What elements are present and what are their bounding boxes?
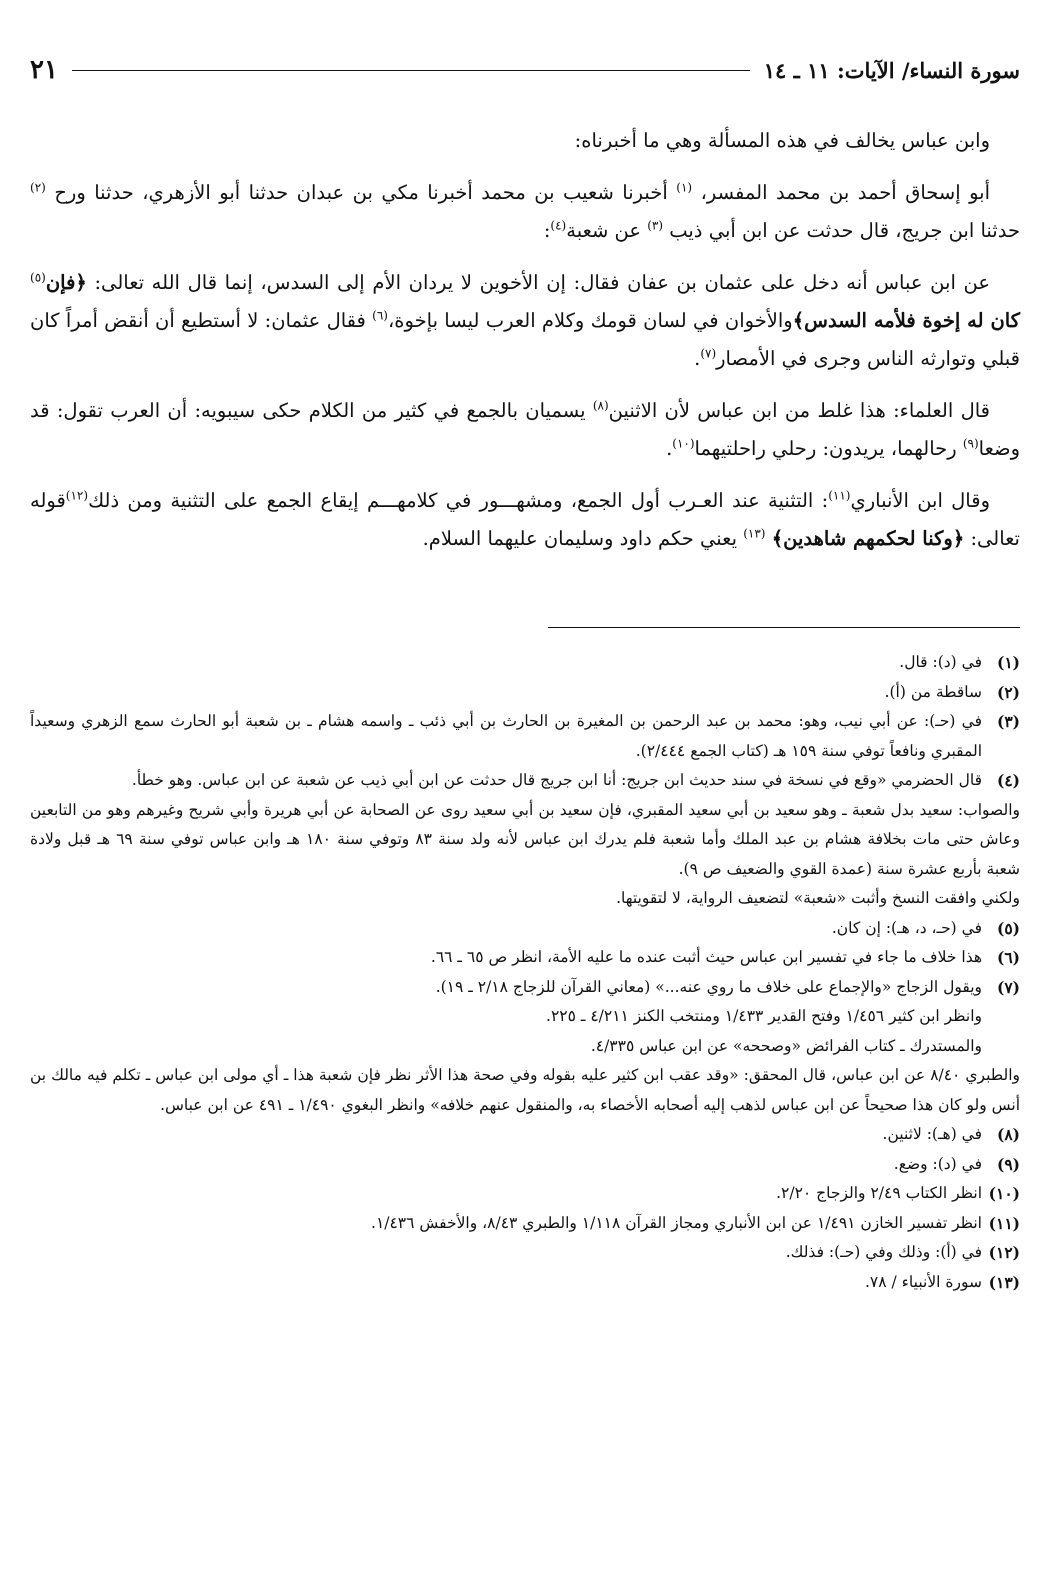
- text: حدثنا ابن جريج، قال حدثت عن ابن أبي ذيب: [669, 219, 1020, 242]
- footnote-ref: (١٢): [65, 488, 89, 503]
- footnote: [30, 973, 1020, 1003]
- footnote-number: (٩): [996, 1154, 1020, 1174]
- footnote-text: هذا خلاف ما جاء في تفسير ابن عباس حيث أثبت عنده ما عليه الأمة، انظر ص ٦٥ ـ ٦٦.: [430, 948, 982, 966]
- footnote-text: ويقول الزجاج «والإجماع على خلاف ما روي عنه...» (معاني القرآن للزجاج ٢/١٨ ـ ١٩).: [435, 977, 982, 996]
- text: عن ابن عباس أنه دخل على عثمان بن عفان فقال: إن الأخوين لا يردان الأم إلى السدس، إنما قال الله تعالى:: [86, 271, 990, 294]
- quran-quote: ﴿وكنا لحكمهم شاهدين﴾: [771, 527, 965, 550]
- paragraph-3: [30, 264, 1020, 378]
- text: أخبرنا شعيب بن محمد أخبرنا مكي بن عبدان حدثنا أبو الأزهري، حدثنا ورح: [54, 181, 677, 204]
- footnote-ref: (٨): [592, 398, 609, 413]
- footnote-ref: (٥): [30, 270, 46, 285]
- footnote-continuation: [30, 1032, 1020, 1062]
- book-page: [30, 40, 1021, 1292]
- footnote-ref: (٢): [30, 180, 46, 195]
- footnote-ref: (٣): [647, 218, 664, 233]
- footnote-number: (١١): [988, 1213, 1020, 1233]
- footnote-text: والمستدرك ـ كتاب الفرائض «وصححه» عن ابن عباس ٤/٣٣٥.: [590, 1036, 982, 1055]
- text: قوله تعالى:: [30, 489, 1020, 550]
- footnote-ref: (١٣): [743, 526, 766, 541]
- footnote: [30, 1209, 1020, 1239]
- quran-quote: كان له إخوة فلأمه السدس﴾: [792, 309, 1021, 332]
- footnote: [30, 943, 1020, 973]
- page-number: ٢١: [30, 55, 58, 85]
- header-rule: [72, 70, 750, 71]
- footnote-continuation: [30, 1061, 1020, 1120]
- footnote: [30, 1120, 1020, 1150]
- footnote-separator: [548, 627, 1020, 628]
- text: يعني حكم داود وسليمان عليهما السلام.: [422, 527, 744, 550]
- footnote: [30, 766, 1020, 796]
- footnote-text: وانظر ابن كثير ١/٤٥٦ وفتح القدير ١/٤٣٣ ومنتخب الكنز ٤/٢١١ ـ ٢٢٥.: [546, 1007, 982, 1025]
- footnote-text: في (د): وضع.: [893, 1154, 982, 1173]
- text: رحالهما، يريدون: رحلي راحلتيهما: [694, 437, 963, 460]
- paragraph-1: [30, 122, 1020, 160]
- footnote-number: (٤): [996, 771, 1020, 790]
- text: قال العلماء: هذا غلط من ابن عباس لأن الاثنين: [608, 399, 990, 422]
- paragraph-2: [30, 174, 1020, 250]
- footnote-text: في (حـ): عن أبي نيب، وهو: محمد بن عبد الرحمن بن المغيرة بن الحارث بن أبي ذئب ـ واسمه هشام ـ بن شعبة أبو الحارث سمع الزهري وسعيداً المقبري ونافعاً توفي سنة ١٥٩ هـ (كتاب الجمع ٢/٤٤٤).: [30, 712, 982, 760]
- footnote-text: سورة الأنبياء / ٧٨.: [864, 1272, 982, 1291]
- footnotes: [30, 648, 1020, 1297]
- running-title: سورة النساء/ الآيات: ١١ ـ ١٤: [763, 57, 1020, 83]
- footnote-text: ساقطة من (أ).: [884, 682, 982, 701]
- footnote: [30, 1150, 1020, 1180]
- footnote: [30, 707, 1020, 766]
- text: : التثنية عند العـرب أول الجمع، ومشهـــور في كلامهـــم إيقاع الجمع على التثنية ومن ذلك: [88, 489, 829, 512]
- footnote: [30, 1179, 1020, 1209]
- footnote-ref: (٤): [550, 218, 567, 233]
- text: يسميان بالجمع في كثير من الكلام حكى سيبويه: أن العرب تقول: قد وضعا: [30, 399, 1020, 460]
- footnote-text: والطبري ٨/٤٠ عن ابن عباس، قال المحقق: «وقد عقب ابن كثير عليه بقوله وفي صحة هذا الأثر نظر فإن شعبة هذا ـ أي مولى ابن عباس ـ تكلم فيه مالك بن أنس ولو كان هذا صحيحاً عن ابن عباس لذهب إليه أصحابه الأخصاء به، والمنقول عنهم خلافه» وانظر البغوي ١/٤٩٠ ـ ٤٩١ عن ابن عباس.: [30, 1066, 1020, 1114]
- paragraph-4: [30, 392, 1020, 468]
- footnote-ref: (١٠): [672, 436, 695, 451]
- text: وقال ابن الأنباري: [850, 489, 990, 512]
- footnote-number: (٨): [996, 1125, 1020, 1144]
- footnote-number: (٣): [996, 712, 1020, 731]
- footnote-number: (٧): [996, 977, 1020, 997]
- footnote: [30, 648, 1020, 678]
- footnote-number: (١٠): [988, 1184, 1020, 1203]
- text: :: [543, 219, 551, 242]
- footnote-number: (١٣): [988, 1272, 1020, 1292]
- footnote: [30, 678, 1020, 708]
- footnote-ref: (٧): [700, 346, 717, 361]
- footnote-text: والصواب: سعيد بدل شعبة ـ وهو سعيد بن أبي سعيد المقبري، فإن سعيد بن أبي سعيد روى عن الصحابة عن أبي هريرة وأبي شريح وغيرهم وهو من التابعين وعاش حتى مات بخلافة هشام بن عبد الملك وأما شعبة فلم يدرك ابن عباس لأنه ولد سنة ٨٣ وتوفي سنة ١٨٠ هـ وابن عباس توفي سنة ٦٩ هـ قبل ولادة شعبة بأربع عشرة سنة (عمدة القوي والضعيف ص ٩).: [30, 800, 1021, 878]
- footnote-text: في (د): قال.: [899, 653, 982, 671]
- footnote-text: في (أ): وذلك وفي (حـ): فذلك.: [785, 1243, 982, 1261]
- footnote-text: قال الحضرمي «وقع في نسخة في سند حديث ابن جريج: أنا ابن جريج قال حدثت عن ابن أبي ذيب عن شعبة عن ابن عباس. وهو خطأ.: [131, 771, 982, 789]
- footnote-continuation: [30, 796, 1020, 885]
- footnote-text: في (هـ): لاثنين.: [882, 1125, 982, 1143]
- footnote-text: انظر الكتاب ٢/٤٩ والزجاج ٢/٢٠.: [776, 1184, 982, 1202]
- footnote-number: (١٢): [988, 1243, 1020, 1262]
- quran-quote: ﴿فإن: [45, 271, 87, 294]
- footnote-number: (٥): [996, 918, 1020, 938]
- footnote-ref: (١): [676, 180, 693, 195]
- text: .: [666, 437, 673, 460]
- footnote: [30, 914, 1020, 944]
- main-text: [30, 122, 1020, 558]
- footnote: [30, 1238, 1020, 1268]
- page-header: [30, 40, 1020, 100]
- footnote-ref: (٦): [372, 308, 388, 323]
- footnote-number: (٦): [996, 948, 1020, 967]
- text: والأخوان في لسان قومك وكلام العرب ليسا بإخوة،: [387, 309, 793, 332]
- text: فقال عثمان: لا أستطيع أن أنقض أمراً كان قبلي وتوارثه الناس وجرى في الأمصار: [30, 309, 1020, 370]
- footnote-number: (٢): [996, 682, 1020, 702]
- footnote: [30, 1268, 1020, 1298]
- text: عن شعبة: [566, 219, 648, 242]
- footnote-text: في (حـ، د، هـ): إن كان.: [831, 918, 982, 937]
- paragraph-1-text: وابن عباس يخالف في هذه المسألة وهي ما أخبرناه:: [574, 129, 990, 152]
- footnote-text: انظر تفسير الخازن ١/٤٩١ عن ابن الأنباري ومجاز القرآن ١/١١٨ والطبري ٨/٤٣، والأخفش ١/٤٣٦.: [371, 1213, 982, 1232]
- text: أبو إسحاق أحمد بن محمد المفسر،: [700, 181, 991, 204]
- footnote-ref: (١١): [828, 488, 851, 503]
- footnote-text: ولكني وافقت النسخ وأثبت «شعبة» لتضعيف الرواية، لا لتقويتها.: [616, 889, 1020, 907]
- paragraph-5: [30, 482, 1020, 558]
- footnote-continuation: [30, 1002, 1020, 1032]
- footnote-ref: (٩): [962, 436, 979, 451]
- footnote-continuation: [30, 884, 1020, 914]
- footnote-number: (١): [996, 653, 1020, 672]
- text: .: [694, 347, 701, 370]
